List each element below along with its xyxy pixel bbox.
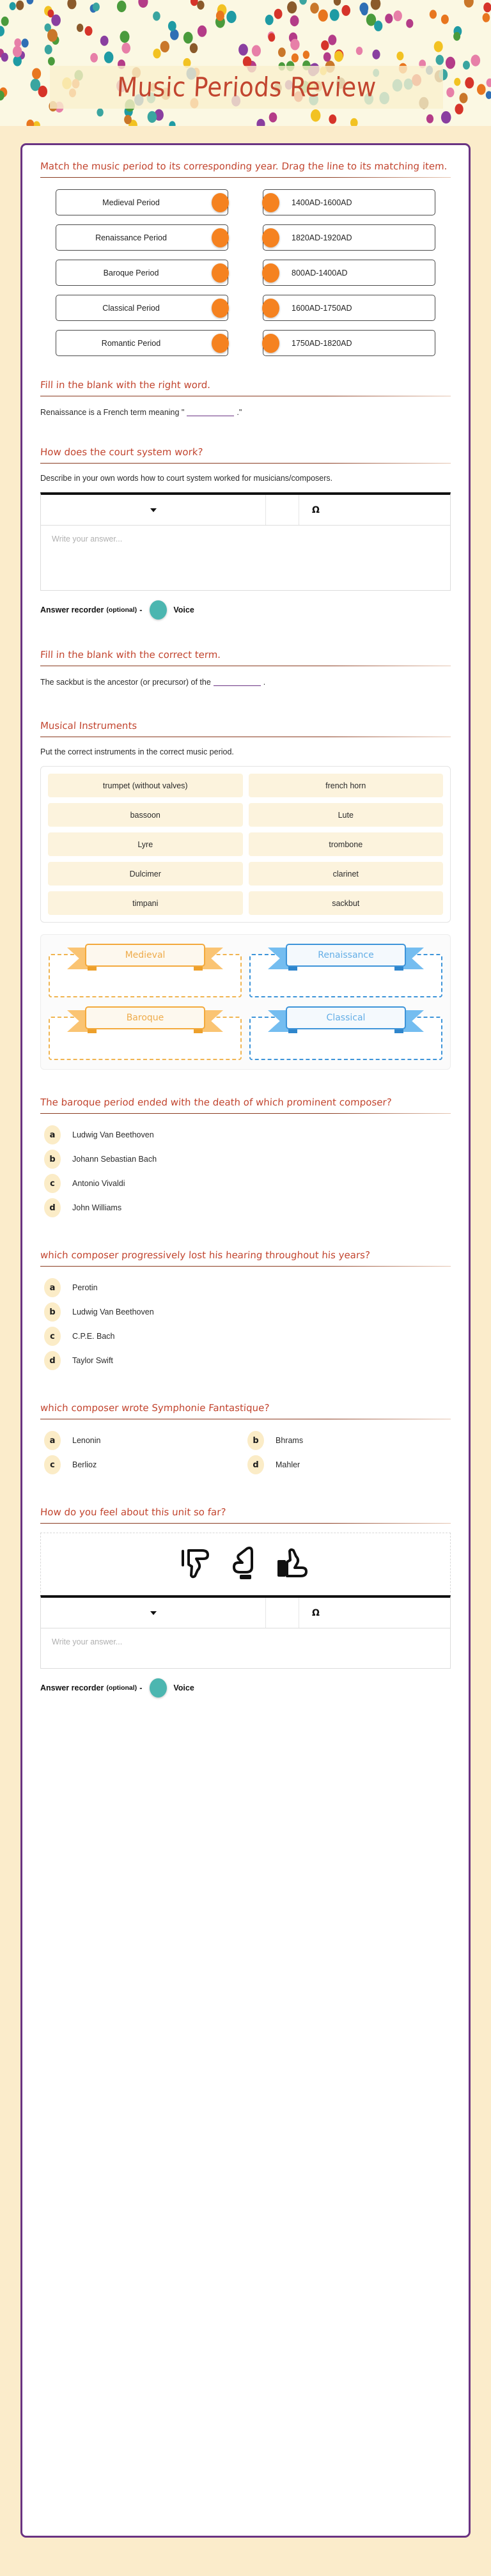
court-system-prompt: Describe in your own words how to court system worked for musicians/composers. bbox=[40, 474, 333, 483]
page-title-strip bbox=[50, 66, 443, 109]
instrument-chip[interactable]: trombone bbox=[249, 832, 444, 856]
mcq-option-key: c bbox=[44, 1174, 61, 1193]
mcq-option-key: c bbox=[44, 1327, 61, 1346]
sentence-prefix: Renaissance is a French term meaning " bbox=[40, 408, 185, 417]
section-divider bbox=[40, 177, 451, 178]
match-left-label: Classical Period bbox=[102, 303, 160, 313]
blank-input-sackbut[interactable] bbox=[214, 676, 261, 686]
dropzone-classical[interactable] bbox=[249, 1006, 442, 1060]
sentence-prefix: The sackbut is the ancestor (or precursor) of the bbox=[40, 678, 211, 687]
feedback-title: How do you feel about this unit so far? bbox=[40, 1506, 226, 1518]
recorder-label: Answer recorder bbox=[40, 1683, 104, 1692]
match-connector-dot[interactable] bbox=[212, 228, 229, 247]
sentence-suffix: . bbox=[263, 678, 266, 687]
section-divider bbox=[40, 1523, 451, 1524]
recorder-dash: - bbox=[139, 1683, 143, 1692]
answer-textarea-feedback[interactable]: Write your answer... bbox=[52, 1637, 123, 1646]
mcq-option[interactable] bbox=[44, 1453, 247, 1477]
section-divider bbox=[40, 1113, 451, 1114]
mcq-option-key: b bbox=[44, 1302, 61, 1322]
rich-text-editor-feedback bbox=[40, 1595, 451, 1669]
match-right-item[interactable] bbox=[263, 189, 435, 215]
feedback-icon-row bbox=[40, 1533, 451, 1593]
match-connector-dot[interactable] bbox=[212, 334, 229, 353]
mcq-option-key: b bbox=[44, 1150, 61, 1169]
question-matching bbox=[40, 159, 451, 356]
instrument-chip[interactable]: bassoon bbox=[48, 803, 243, 827]
special-character-button[interactable] bbox=[299, 495, 450, 525]
thumbs-down-icon[interactable] bbox=[179, 1547, 214, 1579]
instrument-chip[interactable]: Lyre bbox=[48, 832, 243, 856]
font-format-dropdown[interactable] bbox=[41, 1598, 266, 1628]
mcq-option-key: d bbox=[44, 1198, 61, 1217]
dropzone-label: Renaissance bbox=[286, 944, 406, 967]
match-right-item[interactable] bbox=[263, 295, 435, 321]
question-feedback bbox=[40, 1505, 451, 1698]
dropzone-label: Classical bbox=[286, 1006, 406, 1029]
mcq-option[interactable] bbox=[44, 1300, 451, 1324]
period-dropzones bbox=[40, 934, 451, 1070]
match-right-label: 1820AD-1920AD bbox=[292, 233, 352, 242]
match-left-label: Baroque Period bbox=[103, 268, 159, 277]
blank-sackbut-sentence bbox=[40, 675, 451, 687]
omega-icon: Ω bbox=[312, 1607, 320, 1618]
special-character-button[interactable] bbox=[299, 1598, 450, 1628]
instrument-chip[interactable]: Dulcimer bbox=[48, 862, 243, 886]
match-right-item[interactable] bbox=[263, 330, 435, 356]
blank-renaissance-sentence bbox=[40, 405, 451, 417]
font-format-dropdown[interactable] bbox=[41, 495, 266, 525]
thumbs-up-icon[interactable] bbox=[277, 1547, 312, 1579]
mcq-option-key: b bbox=[247, 1431, 264, 1450]
mcq-hearing-options bbox=[40, 1276, 451, 1373]
dropzone-ribbon bbox=[85, 1006, 205, 1029]
rich-text-editor-court bbox=[40, 492, 451, 591]
mcq-symphonie-title: which composer wrote Symphonie Fantastique? bbox=[40, 1402, 270, 1414]
mcq-option-label: John Williams bbox=[72, 1203, 122, 1212]
answer-textarea-court[interactable]: Write your answer... bbox=[52, 535, 123, 543]
match-connector-dot[interactable] bbox=[262, 263, 279, 283]
mcq-option-label: Johann Sebastian Bach bbox=[72, 1155, 157, 1164]
match-right-item[interactable] bbox=[263, 224, 435, 251]
mcq-option-label: C.P.E. Bach bbox=[72, 1332, 115, 1341]
mcq-baroque-title: The baroque period ended with the death of which prominent composer? bbox=[40, 1097, 393, 1108]
match-connector-dot[interactable] bbox=[262, 334, 279, 353]
match-left-item[interactable] bbox=[56, 330, 228, 356]
question-court-system bbox=[40, 445, 451, 620]
section-divider bbox=[40, 463, 451, 464]
instrument-chip[interactable]: trumpet (without valves) bbox=[48, 774, 243, 797]
question-blank-sackbut bbox=[40, 648, 451, 687]
instruments-prompt: Put the correct instruments in the correct music period. bbox=[40, 747, 234, 756]
instruments-title: Musical Instruments bbox=[40, 720, 137, 731]
match-connector-dot[interactable] bbox=[262, 228, 279, 247]
match-right-label: 1400AD-1600AD bbox=[292, 198, 352, 207]
blank-sackbut-title: Fill in the blank with the correct term. bbox=[40, 649, 221, 660]
mcq-option[interactable] bbox=[44, 1171, 451, 1196]
match-left-item[interactable] bbox=[56, 295, 228, 321]
record-voice-button[interactable] bbox=[150, 600, 167, 620]
mcq-option-key: c bbox=[44, 1455, 61, 1474]
record-voice-button[interactable] bbox=[150, 1678, 167, 1698]
match-right-label: 800AD-1400AD bbox=[292, 268, 348, 277]
mcq-option[interactable] bbox=[44, 1324, 451, 1348]
dropzone-ribbon bbox=[286, 1006, 406, 1029]
match-connector-dot[interactable] bbox=[262, 299, 279, 318]
mcq-hearing-title: which composer progressively lost his hearing throughout his years? bbox=[40, 1249, 371, 1261]
dropzone-ribbon bbox=[286, 944, 406, 967]
editor-toolbar bbox=[41, 495, 450, 526]
match-right-label: 1750AD-1820AD bbox=[292, 338, 352, 348]
match-left-item[interactable] bbox=[56, 260, 228, 286]
mcq-option-label: Perotin bbox=[72, 1283, 98, 1292]
question-musical-instruments bbox=[40, 719, 451, 1070]
recorder-voice-label: Voice bbox=[173, 1683, 194, 1692]
match-connector-dot[interactable] bbox=[212, 193, 229, 212]
mcq-option[interactable] bbox=[44, 1147, 451, 1171]
dropzone-ribbon bbox=[85, 944, 205, 967]
page-title: Music Periods Review bbox=[116, 72, 377, 103]
match-right-label: 1600AD-1750AD bbox=[292, 303, 352, 313]
mcq-option-label: Ludwig Van Beethoven bbox=[72, 1130, 154, 1139]
instrument-chip[interactable]: clarinet bbox=[249, 862, 444, 886]
question-mcq-symphonie bbox=[40, 1401, 451, 1477]
mcq-option-label: Berlioz bbox=[72, 1460, 97, 1469]
mcq-option[interactable] bbox=[247, 1428, 451, 1453]
match-left-item[interactable] bbox=[56, 189, 228, 215]
dropzone-label: Baroque bbox=[85, 1006, 205, 1029]
mcq-option[interactable] bbox=[247, 1453, 451, 1477]
mcq-option[interactable] bbox=[44, 1276, 451, 1300]
mcq-option-label: Bhrams bbox=[276, 1436, 304, 1445]
question-mcq-hearing bbox=[40, 1248, 451, 1373]
instrument-chip[interactable]: sackbut bbox=[249, 891, 444, 915]
mcq-option-key: d bbox=[44, 1351, 61, 1370]
chevron-down-icon bbox=[150, 508, 157, 512]
court-system-title: How does the court system work? bbox=[40, 446, 203, 458]
match-connector-dot[interactable] bbox=[262, 193, 279, 212]
thumbs-sideways-icon[interactable] bbox=[230, 1545, 261, 1581]
instrument-chip[interactable]: french horn bbox=[249, 774, 444, 797]
mcq-option-key: a bbox=[44, 1431, 61, 1450]
mcq-option[interactable] bbox=[44, 1123, 451, 1147]
worksheet-card bbox=[20, 143, 471, 2538]
match-left-item[interactable] bbox=[56, 224, 228, 251]
mcq-baroque-options bbox=[40, 1123, 451, 1220]
section-divider bbox=[40, 1266, 451, 1267]
mcq-option-key: a bbox=[44, 1125, 61, 1144]
toolbar-spacer-button[interactable] bbox=[266, 1598, 299, 1628]
recorder-optional-note: (optional) bbox=[106, 1684, 137, 1692]
mcq-option-label: Mahler bbox=[276, 1460, 300, 1469]
sentence-suffix: ." bbox=[237, 408, 242, 417]
mcq-option-label: Lenonin bbox=[72, 1436, 101, 1445]
editor-toolbar bbox=[41, 1598, 450, 1628]
match-right-item[interactable] bbox=[263, 260, 435, 286]
chevron-down-icon bbox=[150, 1611, 157, 1615]
answer-recorder-court bbox=[40, 600, 451, 620]
mcq-option[interactable] bbox=[44, 1196, 451, 1220]
recorder-optional-note: (optional) bbox=[106, 606, 137, 614]
mcq-option[interactable] bbox=[44, 1348, 451, 1373]
dropzone-label: Medieval bbox=[85, 944, 205, 967]
instrument-chip[interactable]: Lute bbox=[249, 803, 444, 827]
recorder-voice-label: Voice bbox=[173, 605, 194, 614]
omega-icon: Ω bbox=[312, 504, 320, 515]
answer-recorder-feedback bbox=[40, 1678, 451, 1698]
blank-renaissance-title: Fill in the blank with the right word. bbox=[40, 379, 211, 391]
mcq-option[interactable] bbox=[44, 1428, 247, 1453]
recorder-dash: - bbox=[139, 605, 143, 614]
dropzone-baroque[interactable] bbox=[49, 1006, 242, 1060]
match-connector-dot[interactable] bbox=[212, 263, 229, 283]
blank-input-renaissance[interactable] bbox=[187, 407, 234, 416]
mcq-option-key: d bbox=[247, 1455, 264, 1474]
matching-title: Match the music period to its corresponding year. Drag the line to its matching item. bbox=[40, 160, 448, 172]
match-left-label: Renaissance Period bbox=[95, 233, 167, 242]
mcq-option-label: Ludwig Van Beethoven bbox=[72, 1308, 154, 1316]
match-left-label: Romantic Period bbox=[101, 338, 161, 348]
mcq-option-label: Taylor Swift bbox=[72, 1356, 113, 1365]
page-header-banner bbox=[0, 0, 491, 126]
matching-grid bbox=[40, 187, 451, 356]
mcq-option-key: a bbox=[44, 1278, 61, 1297]
instrument-chip[interactable]: timpani bbox=[48, 891, 243, 915]
recorder-label: Answer recorder bbox=[40, 605, 104, 614]
question-blank-renaissance bbox=[40, 378, 451, 417]
question-mcq-baroque bbox=[40, 1095, 451, 1220]
dropzone-medieval[interactable] bbox=[49, 944, 242, 997]
match-connector-dot[interactable] bbox=[212, 299, 229, 318]
mcq-option-label: Antonio Vivaldi bbox=[72, 1179, 125, 1188]
match-left-label: Medieval Period bbox=[102, 198, 160, 207]
instrument-pool bbox=[40, 766, 451, 923]
mcq-symphonie-options bbox=[40, 1428, 451, 1477]
dropzone-renaissance[interactable] bbox=[249, 944, 442, 997]
toolbar-spacer-button[interactable] bbox=[266, 495, 299, 525]
